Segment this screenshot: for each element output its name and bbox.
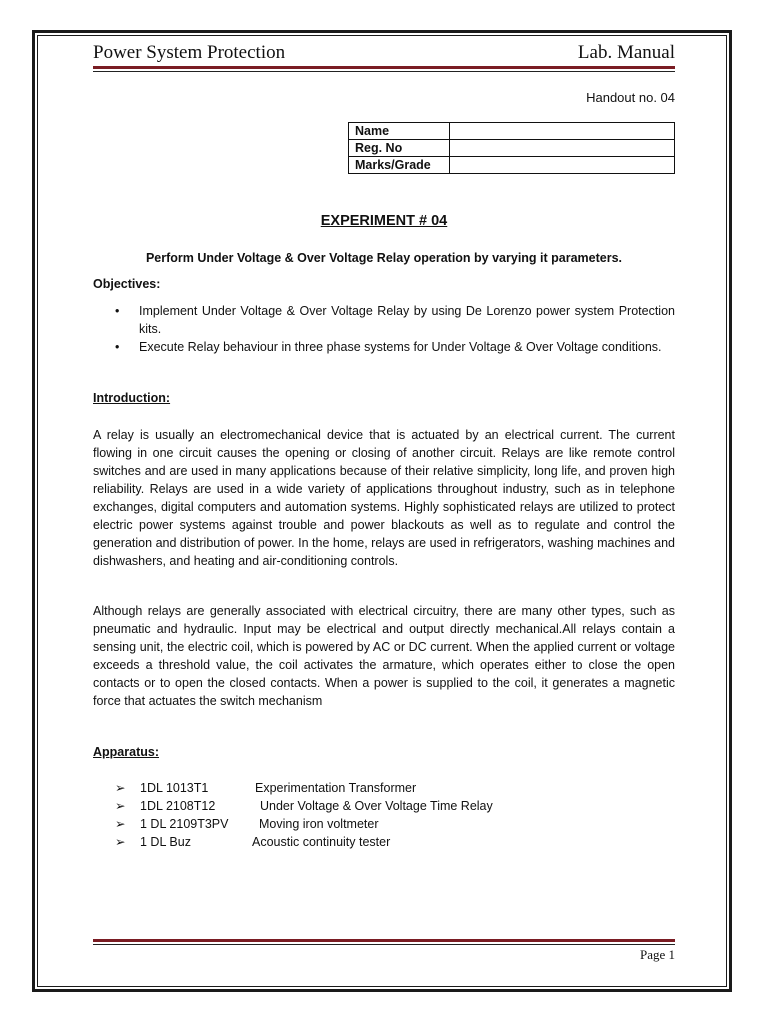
bullet-icon: • (115, 304, 120, 318)
experiment-subtitle: Perform Under Voltage & Over Voltage Relay operation by varying it parameters. (145, 251, 623, 265)
header-left-title: Power System Protection (93, 42, 286, 63)
header-right-title: Lab. Manual (577, 42, 675, 63)
info-label: Marks/Grade (349, 157, 450, 174)
objective-text: Implement Under Voltage & Over Voltage Relay by using De Lorenzo power system Protection kits. (139, 304, 675, 336)
student-info-table (348, 122, 675, 174)
apparatus-code: 1 DL Buz (140, 835, 191, 849)
apparatus-description: Acoustic continuity tester (252, 835, 391, 849)
apparatus-code: 1DL 2108T12 (140, 799, 216, 813)
info-row-reg-no (349, 140, 675, 157)
objectives-heading: Objectives: (93, 277, 161, 291)
apparatus-list (93, 779, 675, 851)
info-row-name (349, 123, 675, 140)
handout-number: Handout no. 04 (586, 90, 675, 105)
info-label: Reg. No (349, 140, 450, 157)
experiment-title: EXPERIMENT # 04 (320, 213, 448, 229)
arrow-bullet-icon: ➢ (115, 781, 126, 795)
page-header (93, 42, 675, 68)
objective-text: Execute Relay behaviour in three phase systems for Under Voltage & Over Voltage conditions. (139, 340, 662, 354)
list-item (93, 797, 675, 815)
introduction-paragraph-2: Although relays are generally associated with electrical circuitry, there are many other types, such as pneumatic and hydraulic. Input may be electrical and output directly mechanical.All relays contain a sensing unit, the electric coil, which is powered by AC or DC current. When the applied current or voltage exceeds a threshold value, the coil activates the armature, which operates either to close the open contacts or to open the closed contacts. When a power is supplied to the coil, it generates a magnetic force that actuates the switch mechanism (93, 604, 675, 708)
info-label: Name (349, 123, 450, 140)
introduction-heading: Introduction: (93, 391, 171, 405)
introduction-paragraph-1: A relay is usually an electromechanical device that is actuated by an electrical current. The current flowing in one circuit causes the opening or closing of another circuit. Relays are like remote control switches and are used in many applications because of their relative simplicity, long life, and proven high reliability. Relays are used in a wide variety of applications throughout industry, such as in telephone exchanges, digital computers and automation systems. Highly sophisticated relays are utilized to protect electric power systems against trouble and power blackouts as well as to regulate and control the generation and distribution of power. In the home, relays are used in refrigerators, washing machines and dishwashers, and heating and air-conditioning controls. (93, 428, 675, 568)
list-item (93, 833, 675, 851)
list-item (93, 302, 675, 338)
apparatus-description: Experimentation Transformer (255, 781, 417, 795)
apparatus-heading: Apparatus: (93, 745, 159, 759)
marks-grade-field[interactable] (450, 157, 675, 174)
arrow-bullet-icon: ➢ (115, 817, 126, 831)
reg-no-field[interactable] (450, 140, 675, 157)
footer-rule (93, 939, 675, 945)
apparatus-code: 1DL 1013T1 (140, 781, 209, 795)
header-rule (93, 66, 675, 72)
info-row-marks (349, 157, 675, 174)
list-item (93, 779, 675, 797)
list-item (93, 338, 675, 356)
objectives-list (93, 302, 675, 356)
name-field[interactable] (450, 123, 675, 140)
apparatus-code: 1 DL 2109T3PV (140, 817, 229, 831)
bullet-icon: • (115, 340, 120, 354)
page-number: Page 1 (639, 947, 675, 962)
arrow-bullet-icon: ➢ (115, 799, 126, 813)
arrow-bullet-icon: ➢ (115, 835, 126, 849)
apparatus-description: Under Voltage & Over Voltage Time Relay (260, 799, 493, 813)
apparatus-description: Moving iron voltmeter (259, 817, 379, 831)
list-item (93, 815, 675, 833)
